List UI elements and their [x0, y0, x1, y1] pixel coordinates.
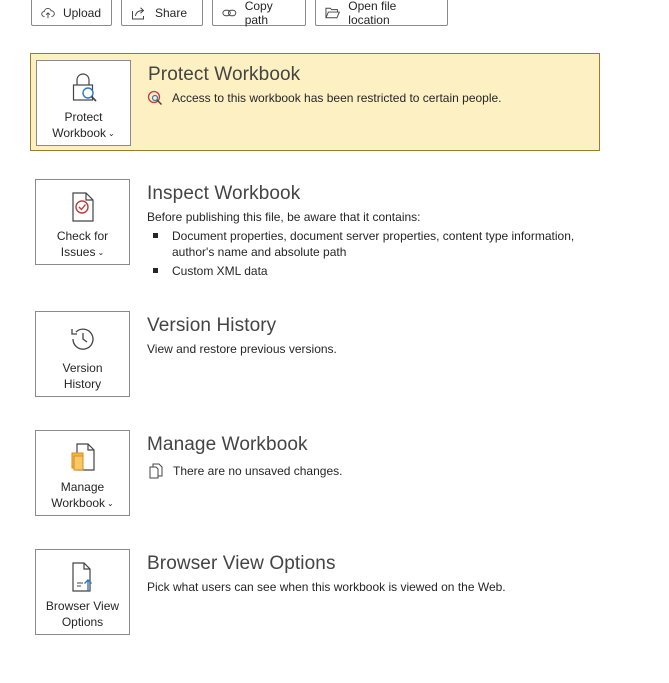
document-web-icon — [69, 561, 97, 593]
inspect-items-list — [147, 228, 597, 282]
protect-workbook-title: Protect Workbook — [148, 64, 301, 85]
open-file-location-button[interactable] — [315, 0, 448, 26]
share-icon — [131, 6, 147, 20]
protection-status — [147, 90, 502, 106]
chevron-down-icon: ⌄ — [108, 129, 115, 138]
list-item: Document properties, document server properties, content type information, author's name and absolute path — [147, 228, 597, 260]
unsaved-changes-status — [148, 463, 342, 479]
file-actions-toolbar — [0, 0, 669, 30]
link-icon — [222, 6, 237, 20]
share-button[interactable] — [121, 0, 203, 26]
upload-button[interactable] — [31, 0, 112, 26]
inspect-workbook-section — [30, 173, 600, 288]
manage-workbook-button[interactable] — [35, 430, 130, 516]
browser-view-options-section — [30, 543, 600, 641]
protection-message: Access to this workbook has been restricted to certain people. — [172, 91, 502, 105]
cloud-upload-icon — [41, 6, 55, 20]
document-check-icon — [69, 192, 97, 222]
documents-icon — [148, 463, 164, 479]
protect-workbook-section — [30, 53, 600, 151]
copy-path-button[interactable] — [212, 0, 306, 26]
copy-path-label: Copy path — [244, 0, 273, 27]
folder-open-icon — [325, 6, 340, 20]
protect-workbook-button[interactable] — [36, 60, 131, 146]
protect-workbook-button-label: Protect Workbook ⌄ — [52, 110, 115, 140]
history-clock-icon — [68, 324, 98, 354]
check-for-issues-button[interactable] — [35, 179, 130, 265]
manage-documents-icon — [69, 443, 97, 473]
version-history-button[interactable] — [35, 311, 130, 397]
unsaved-changes-text: There are no unsaved changes. — [173, 464, 343, 478]
check-for-issues-button-label: Check for Issues ⌄ — [56, 229, 109, 259]
version-history-section — [30, 305, 600, 403]
inspect-intro: Before publishing this file, be aware that it contains: — [147, 210, 421, 224]
browser-view-options-button[interactable] — [35, 549, 130, 635]
restricted-access-icon — [147, 90, 163, 106]
manage-workbook-section — [30, 424, 600, 522]
version-history-button-label: Version History — [62, 361, 103, 391]
chevron-down-icon: ⌄ — [97, 248, 105, 257]
browser-view-options-button-label: Browser View Options — [45, 599, 120, 629]
inspect-workbook-title: Inspect Workbook — [147, 183, 301, 204]
browser-view-options-desc: Pick what users can see when this workbook is viewed on the Web. — [147, 580, 506, 594]
open-file-location-label: Open file location — [348, 0, 397, 27]
browser-view-options-title: Browser View Options — [147, 553, 336, 574]
list-item: Custom XML data — [147, 263, 597, 279]
manage-workbook-button-label: Manage Workbook ⌄ — [51, 480, 114, 510]
manage-workbook-title: Manage Workbook — [147, 434, 308, 455]
chevron-down-icon: ⌄ — [107, 499, 114, 508]
lock-search-icon — [69, 72, 99, 104]
upload-label: Upload — [62, 5, 101, 20]
version-history-title: Version History — [147, 315, 277, 336]
share-label: Share — [155, 5, 188, 20]
version-history-desc: View and restore previous versions. — [147, 342, 337, 356]
